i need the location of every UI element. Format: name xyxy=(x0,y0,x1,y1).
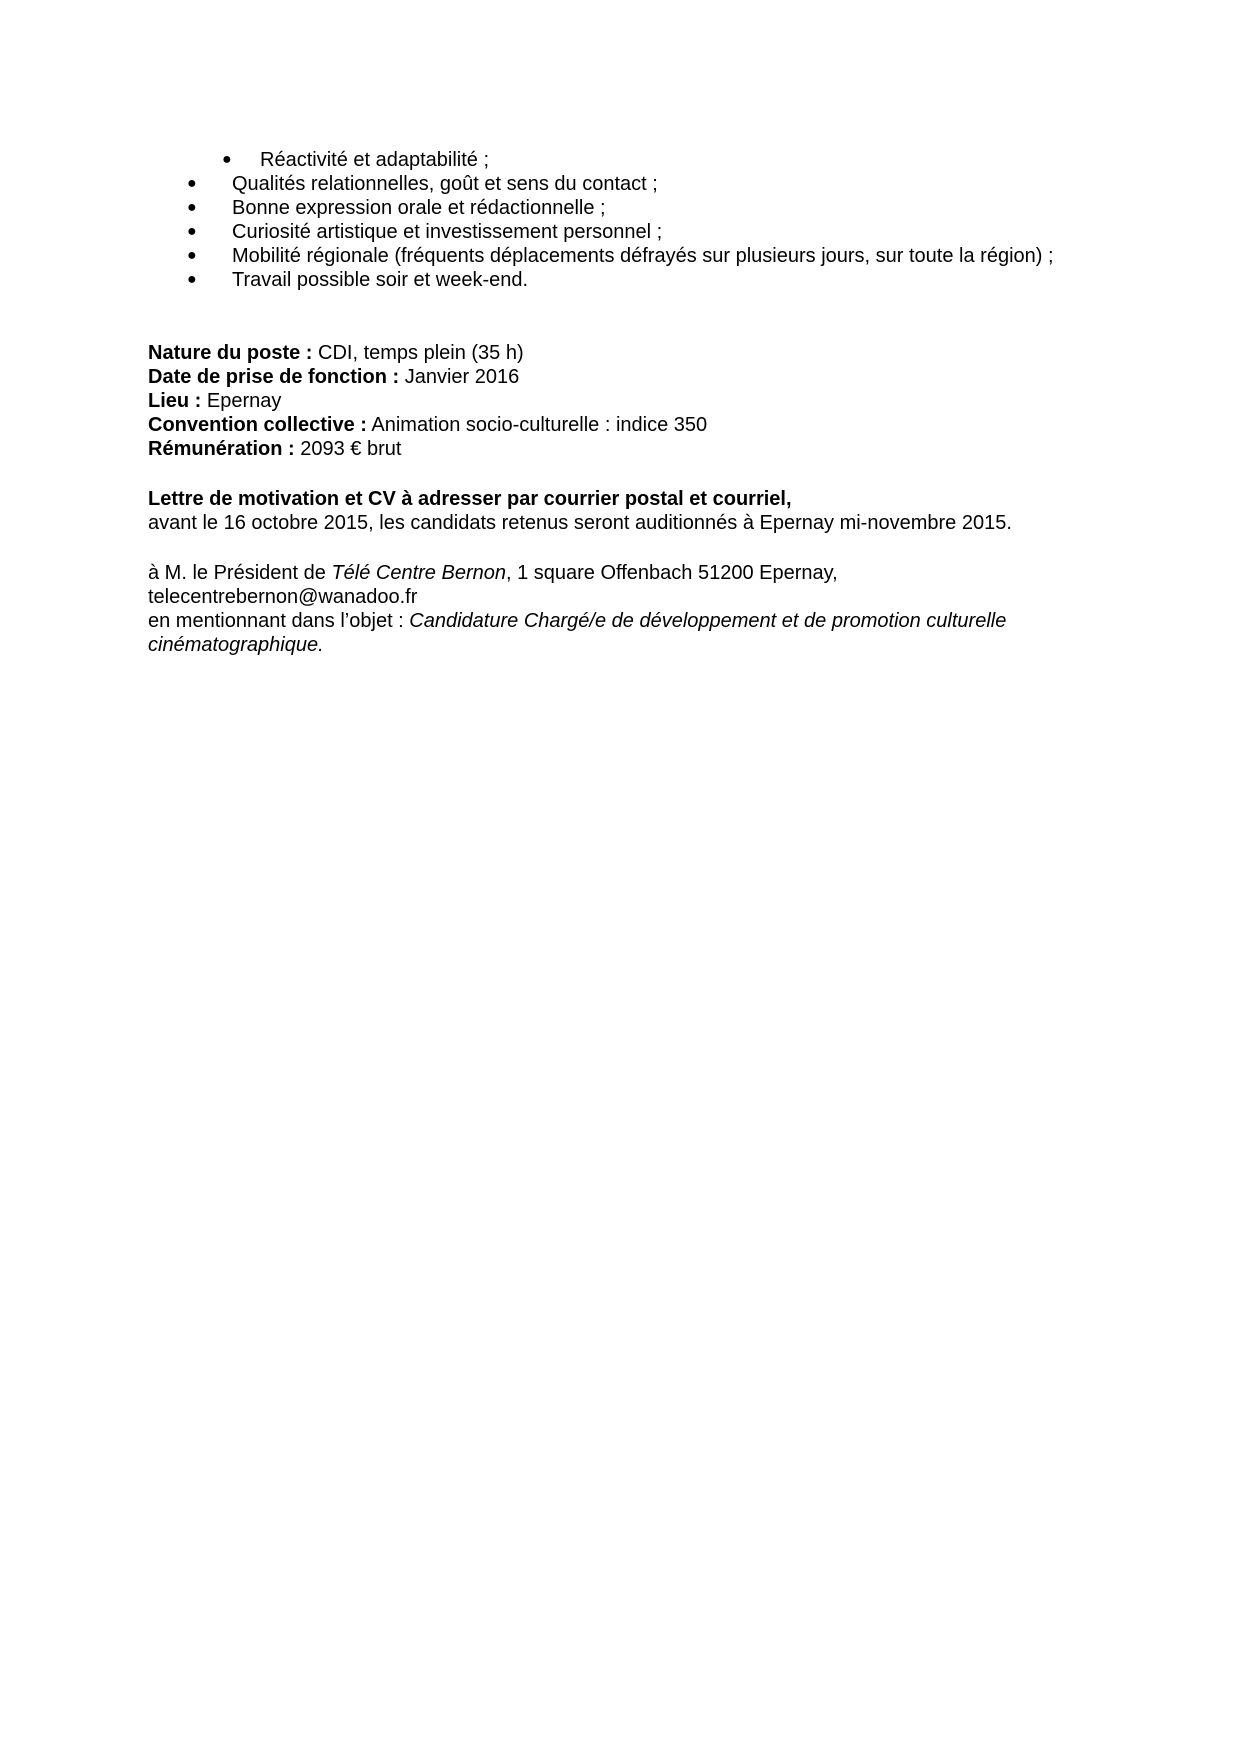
list-bullet: ● xyxy=(187,175,197,192)
detail-label: Nature du poste : xyxy=(148,342,313,364)
list-bullet: ● xyxy=(187,199,197,216)
list-bullet: ● xyxy=(187,223,197,240)
address-prefix: à M. le Président de xyxy=(148,562,332,584)
list-item: Curiosité artistique et investissement personnel ; xyxy=(232,221,663,243)
detail-nature xyxy=(148,341,524,365)
address-email: telecentrebernon@wanadoo.fr xyxy=(148,586,418,608)
detail-value: 2093 € brut xyxy=(294,438,402,460)
address-object-line xyxy=(148,609,1006,633)
list-item: Travail possible soir et week-end. xyxy=(232,269,529,291)
detail-convention xyxy=(148,413,707,437)
detail-label: Convention collective : xyxy=(148,414,367,436)
list-item: Qualités relationnelles, goût et sens du contact ; xyxy=(232,173,658,195)
list-item: Réactivité et adaptabilité ; xyxy=(260,149,490,171)
object-prefix: en mentionnant dans l’objet : xyxy=(148,610,410,632)
list-bullet: ● xyxy=(187,247,197,264)
application-heading xyxy=(148,487,792,511)
detail-value: Animation socio-culturelle : indice 350 xyxy=(366,414,708,436)
detail-value: Epernay xyxy=(201,390,282,412)
detail-label: Date de prise de fonction : xyxy=(148,366,400,388)
detail-value: Janvier 2016 xyxy=(399,366,520,388)
list-bullet: ● xyxy=(222,151,232,168)
list-bullet: ● xyxy=(187,271,197,288)
address-org: Télé Centre Bernon xyxy=(331,562,506,584)
list-item: Mobilité régionale (fréquents déplacements défrayés sur plusieurs jours, sur toute la région) ; xyxy=(232,245,1054,267)
detail-remuneration xyxy=(148,437,401,461)
address-line xyxy=(148,561,838,585)
application-deadline: avant le 16 octobre 2015, les candidats retenus seront auditionnés à Epernay mi-novembre 2015. xyxy=(148,512,1012,534)
detail-lieu xyxy=(148,389,281,413)
detail-date xyxy=(148,365,519,389)
detail-label: Rémunération : xyxy=(148,438,295,460)
detail-value: CDI, temps plein (35 h) xyxy=(312,342,524,364)
list-item: Bonne expression orale et rédactionnelle ; xyxy=(232,197,606,219)
object-text: Candidature Chargé/e de développement et de promotion culturelle xyxy=(409,610,1007,632)
address-suffix: , 1 square Offenbach 51200 Epernay, xyxy=(505,562,838,584)
detail-label: Lieu : xyxy=(148,390,202,412)
application-heading-text: Lettre de motivation et CV à adresser par courrier postal et courriel, xyxy=(148,488,792,510)
address-object-line-2 xyxy=(148,633,324,657)
object-text-continued: cinématographique. xyxy=(148,634,324,656)
